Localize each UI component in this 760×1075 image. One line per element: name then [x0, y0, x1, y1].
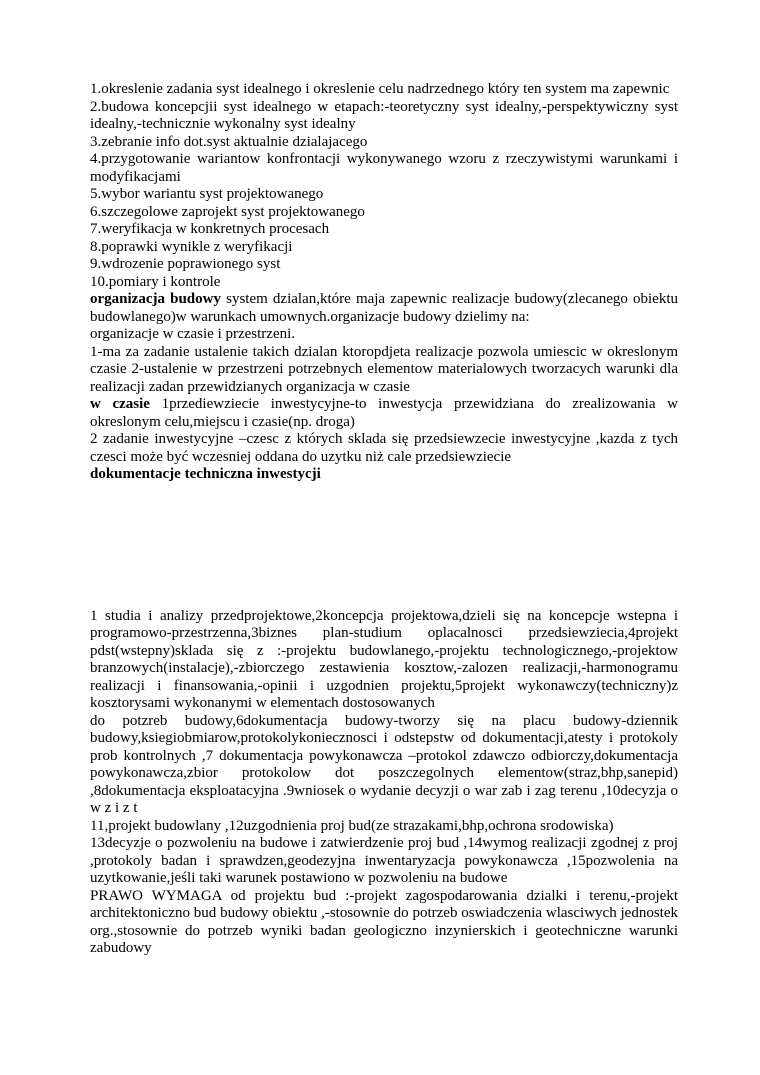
step-10: 10.pomiary i kontrole	[90, 273, 221, 290]
blank-space	[90, 484, 678, 608]
step-3: 3.zebranie info dot.syst aktualnie dzialajacego	[90, 133, 368, 150]
org-para-1: 1-ma za zadanie ustalenie takich dzialan ktoropdjeta realizacje pozwola umiescic w okreslonym czasie 2-ustalenie w przestrzeni potrzebnych elementow materialowych tworzacych warunki dla realizacji zadan przewidzianych organizacja w czasie	[90, 343, 678, 395]
docs-para-4: 13decyzje o pozwoleniu na budowe i zatwierdzenie proj bud ,14wymog realizacji zgodnej z proj ,protokoly badan i sprawdzen,geodezyjna inwentaryzacja powykonawcza ,15pozwolenia na uzytkowanie,jeśli taki warunek postawiono w pozwoleniu na budowe	[90, 835, 678, 886]
org-in-time	[90, 396, 678, 431]
docs-para-5: PRAWO WYMAGA od projektu bud :-projekt zagospodarowania dzialki i terenu,-projekt architektoniczno bud budowy obiektu ,-stosownie do potrzeb oswiadczenia wlasciwych jednostek org.,stosownie do potrzeb wyniki badan geologiczno inzynierskich i geotechniczne warunki zabudowy	[90, 887, 678, 956]
step-1: 1.okreslenie zadania syst idealnego i okreslenie celu nadrzednego który ten system ma zapewnic	[90, 81, 670, 97]
section-heading-text: dokumentacje techniczna inwestycji	[90, 466, 321, 482]
step-7: 7.weryfikacja w konkretnych procesach	[90, 221, 330, 237]
step-2: 2.budowa koncepcjii syst idealnego w etapach:-teoretyczny syst idealny,-perspektywiczny syst idealny,-technicznie wykonalny syst idealny	[90, 98, 678, 132]
org-definition	[90, 291, 678, 326]
org-term: organizacja budowy	[90, 291, 221, 307]
docs-para-1: 1 studia i analizy przedprojektowe,2koncepcja projektowa,dzieli się na koncepcje wstepna i programowo-przestrzenna,3biznes plan-studium oplacalnosci przedsiewziecia,4projekt pdst(wstepny)sklada się z :-projektu budowlanego,-projektu technologicznego,-projektow branzowych(instalacje),-zbiorczego zestawienia kosztow,-zalozen realizacji,-harmonogramu realizacji i finansowania,-opinii i uzgodnien projektu,5projekt wykonawczy(techniczny)z kosztorysami wykonanymi w elementach dostosowanych	[90, 607, 678, 711]
section-heading	[90, 466, 678, 484]
docs-para-2: do potzreb budowy,6dokumentacja budowy-tworzy się na placu budowy-dziennik budowy,ksiegiobmiarow,protokolykoniecznosci i odstepstw od dokumentacji,atesty i protokoly prob kontrolnych ,7 dokumentacja powykonawcza –protokol zdawczo odbiorczy,dokumentacja powykonawcza,zbior protokolow dot poszczegolnych elementow(straz,bhp,sanepid) ,8dokumentacja eksploatacyjna .9wniosek o wydanie decyzji o war zab i zag terenu ,10decyzja o w z i z t	[90, 712, 678, 816]
step-6: 6.szczegolowe zaprojekt syst projektowanego	[90, 203, 365, 220]
time-text: 1przediewziecie inwestycyjne-to inwestycja przewidziana do zrealizowania w okreslonym celu,miejscu i czasie(np. droga)	[90, 396, 678, 430]
step-9: 9.wdrozenie poprawionego syst	[90, 256, 281, 272]
step-8: 8.poprawki wynikle z weryfikacji	[90, 238, 293, 255]
docs-para-3: 11,projekt budowlany ,12uzgodnienia proj bud(ze strazakami,bhp,ochrona srodowiska)	[90, 817, 614, 834]
step-4: 4.przygotowanie wariantow konfrontacji wykonywanego wzoru z rzeczywistymi warunkami i modyfikacjami	[90, 151, 678, 185]
org-para-2: 2 zadanie inwestycyjne –czesc z których sklada się przedsiewzecie inwestycyjne ,kazda z tych czesci może być wczesniej oddana do uzytku niż cale przedsiewziecie	[90, 431, 678, 465]
time-term: w czasie	[90, 396, 150, 412]
org-division: organizacje w czasie i przestrzeni.	[90, 326, 296, 342]
org-text: system dzialan,które maja zapewnic realizacje budowy(zlecanego obiektu budowlanego)w warunkach umownych.organizacje budowy dzielimy na:	[90, 291, 678, 325]
step-5: 5.wybor wariantu syst projektowanego	[90, 186, 324, 202]
